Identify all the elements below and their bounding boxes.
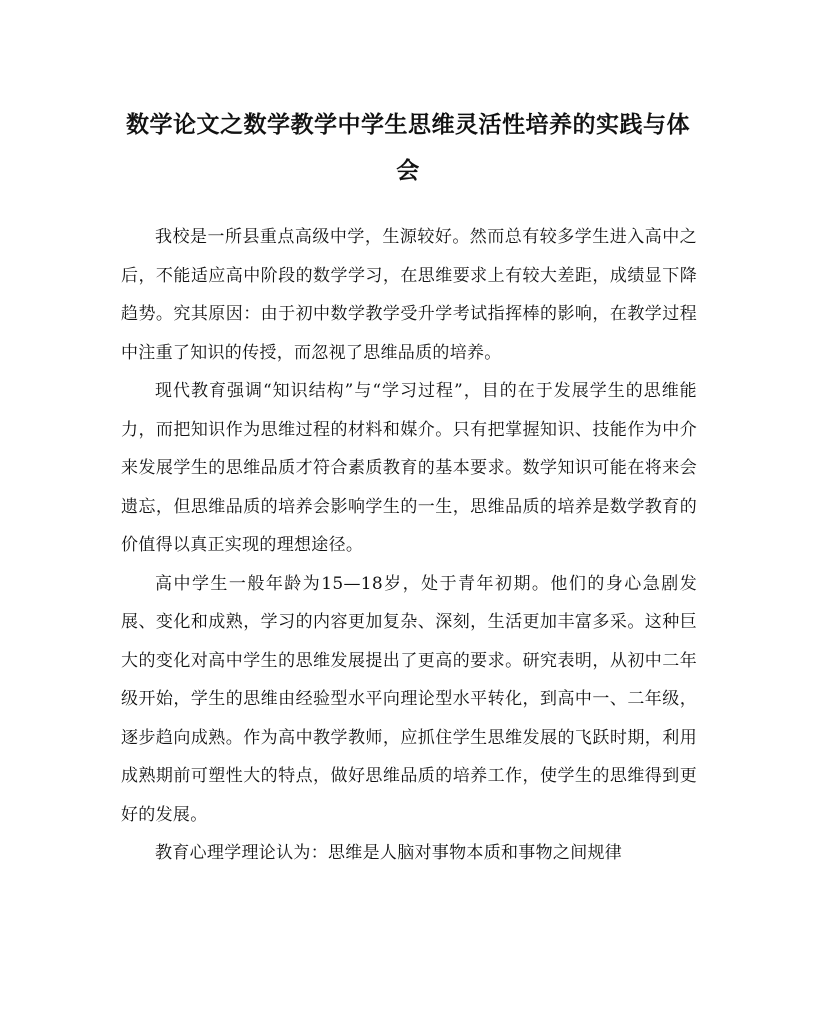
paragraph-2: 现代教育强调“知识结构”与“学习过程”，目的在于发展学生的思维能力，而把知识作为思维过程的材料和媒介。只有把掌握知识、技能作为中介来发展学生的思维品质才符合素质教育的基本要求。数学知识可能在将来会遗忘，但思维品质的培养会影响学生的一生，思维品质的培养是数学教育的价值得以真正实现的理想途径。 bbox=[121, 381, 697, 555]
paragraph-4: 教育心理学理论认为：思维是人脑对事物本质和事物之间规律 bbox=[155, 843, 623, 863]
paragraph-1: 我校是一所县重点高级中学，生源较好。然而总有较多学生进入高中之后，不能适应高中阶段的数学学习，在思维要求上有较大差距，成绩显下降趋势。究其原因：由于初中数学教学受升学考试指挥棒的影响，在教学过程中注重了知识的传授，而忽视了思维品质的培养。 bbox=[121, 227, 697, 363]
paragraph-3: 高中学生一般年龄为15—18岁，处于青年初期。他们的身心急剧发展、变化和成熟，学习的内容更加复杂、深刻，生活更加丰富多采。这种巨大的变化对高中学生的思维发展提出了更高的要求。研究表明，从初中二年级开始，学生的思维由经验型水平向理论型水平转化，到高中一、二年级，逐步趋向成熟。作为高中教学教师，应抓住学生思维发展的飞跃时期，利用成熟期前可塑性大的特点，做好思维品质的培养工作，使学生的思维得到更好的发展。 bbox=[121, 573, 697, 825]
document-title: 数学论文之数学教学中学生思维灵活性培养的实践与体会 bbox=[126, 111, 690, 184]
document-body bbox=[121, 218, 697, 873]
